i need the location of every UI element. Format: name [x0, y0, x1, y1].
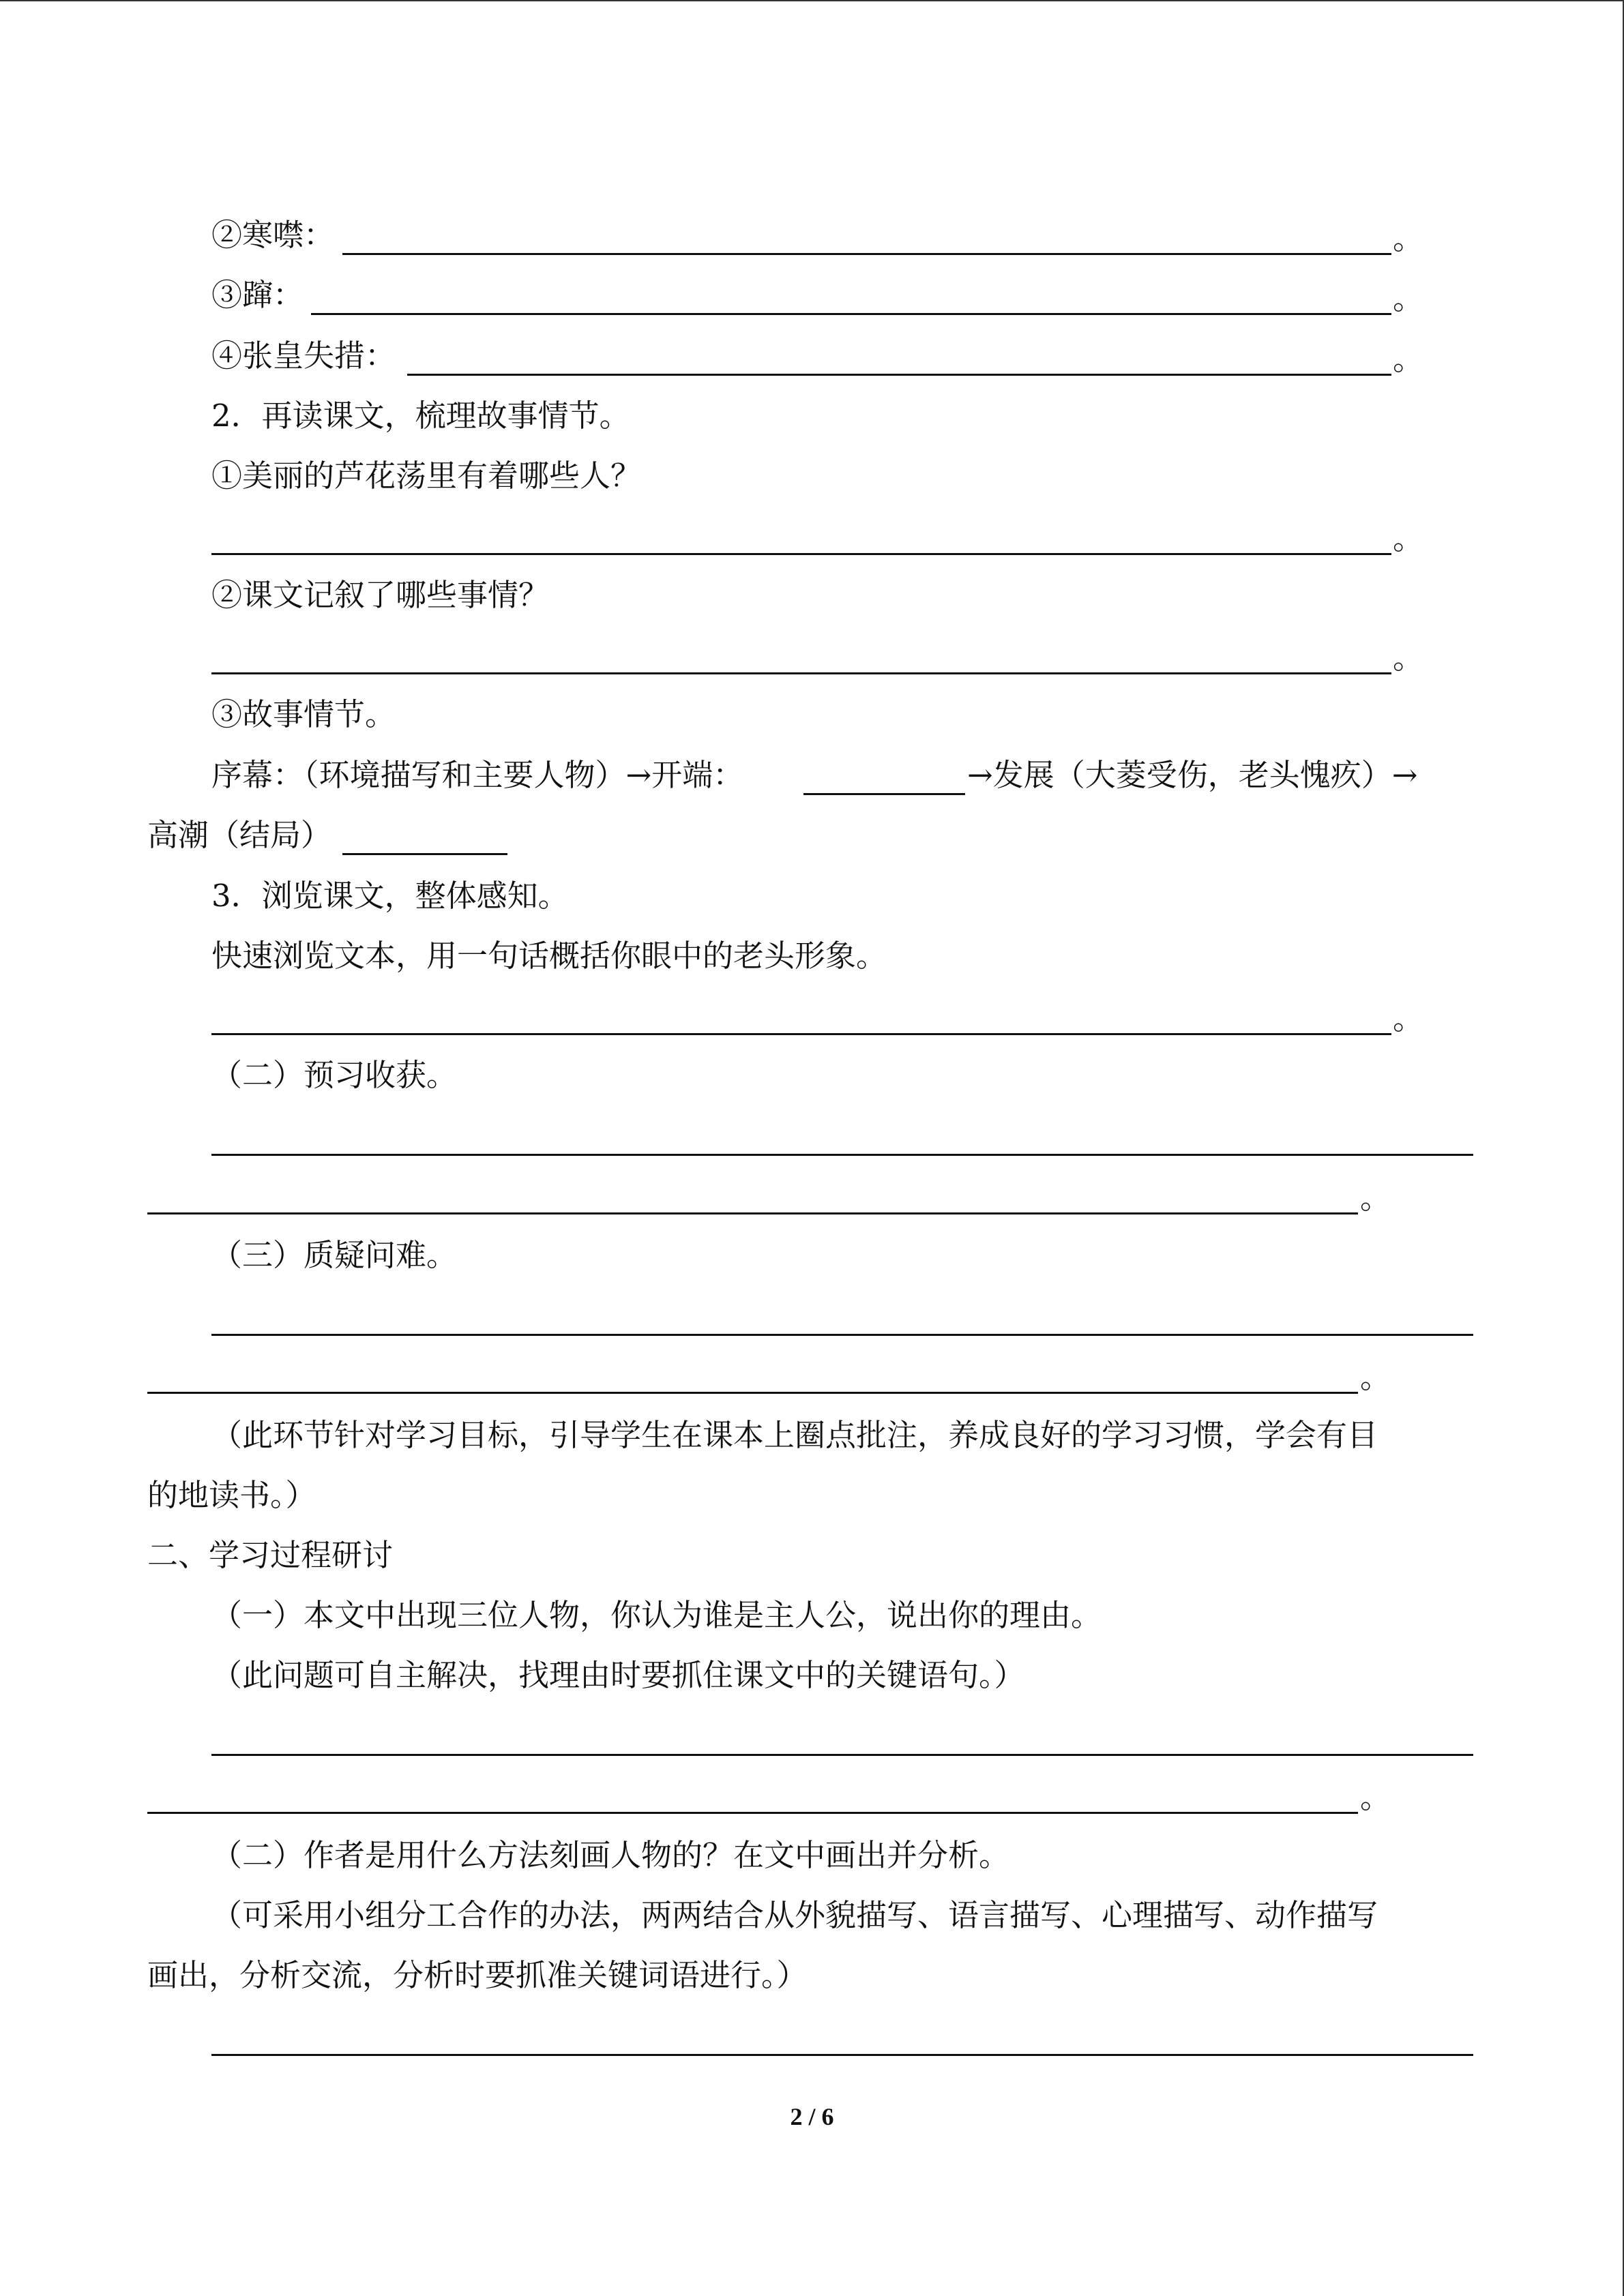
p2-question2: （二）作者是用什么方法刻画人物的？在文中画出并分析。	[211, 1837, 1010, 1873]
period: 。	[1360, 1779, 1391, 1815]
q3-instruction: 快速浏览文本，用一句话概括你眼中的老头形象。	[211, 938, 887, 974]
answer-blank-harvest-2[interactable]	[147, 1212, 1358, 1214]
p2-question1-hint: （此问题可自主解决，找理由时要抓住课文中的关键语句。）	[211, 1657, 1025, 1693]
answer-blank-zhanghuang[interactable]	[407, 374, 1391, 376]
period: 。	[1393, 1000, 1424, 1037]
answer-blank-q2-sub1[interactable]	[211, 553, 1391, 555]
q2-heading: 2．再读课文，梳理故事情节。	[211, 398, 630, 434]
p2-question2-hint-line2: 画出，分析交流，分析时要抓准关键词语进行。）	[147, 1957, 808, 1993]
p2-question2-hint-line1: （可采用小组分工合作的办法，两两结合从外貌描写、语言描写、心理描写、动作描写	[211, 1897, 1378, 1933]
plot-line1-part-a: 序幕：（环境描写和主要人物）→开端：	[211, 757, 744, 793]
answer-blank-cuan[interactable]	[311, 313, 1391, 315]
answer-blank-questions-2[interactable]	[147, 1392, 1358, 1394]
answer-blank-kaiduan[interactable]	[803, 793, 965, 795]
q2-sub2: ②课文记叙了哪些事情？	[211, 577, 550, 613]
q2-sub3: ③故事情节。	[211, 696, 396, 732]
vocab-label-cuan: ③蹿：	[211, 277, 304, 313]
answer-blank-hanjin[interactable]	[342, 253, 1391, 255]
period: 。	[1393, 341, 1424, 377]
questions-heading: （三）质疑问难。	[211, 1237, 458, 1273]
vocab-label-hanjin: ②寒噤：	[211, 217, 335, 253]
note-line1: （此环节针对学习目标，引导学生在课本上圈点批注，养成良好的学习习惯，学会有目	[211, 1417, 1378, 1453]
p2-question1: （一）本文中出现三位人物，你认为谁是主人公，说出你的理由。	[211, 1597, 1102, 1633]
answer-blank-gaochao[interactable]	[342, 853, 507, 855]
answer-blank-q2-sub2[interactable]	[211, 672, 1391, 674]
period: 。	[1393, 520, 1424, 556]
harvest-heading: （二）预习收获。	[211, 1057, 458, 1093]
answer-blank-p2q1-1[interactable]	[211, 1754, 1473, 1756]
period: 。	[1393, 220, 1424, 256]
answer-blank-harvest-1[interactable]	[211, 1154, 1473, 1156]
answer-blank-q3[interactable]	[211, 1033, 1391, 1035]
answer-blank-questions-1[interactable]	[211, 1334, 1473, 1336]
answer-blank-p2q1-2[interactable]	[147, 1812, 1358, 1814]
period: 。	[1360, 1359, 1391, 1395]
q2-sub1: ①美丽的芦花荡里有着哪些人？	[211, 458, 642, 494]
plot-line1-part-b: →发展（大菱受伤，老头愧疚）→	[967, 757, 1418, 793]
plot-line2: 高潮（结局）	[147, 817, 332, 853]
answer-blank-p2q2-1[interactable]	[211, 2054, 1473, 2056]
vocab-label-zhanghuang: ④张皇失措：	[211, 338, 396, 374]
period: 。	[1393, 280, 1424, 316]
period: 。	[1393, 640, 1424, 676]
period: 。	[1360, 1180, 1391, 1216]
note-line2: 的地读书。）	[147, 1477, 316, 1513]
q3-heading: 3．浏览课文，整体感知。	[211, 878, 569, 914]
page-number: 2 / 6	[790, 2103, 834, 2130]
part2-title: 二、学习过程研讨	[147, 1537, 394, 1573]
